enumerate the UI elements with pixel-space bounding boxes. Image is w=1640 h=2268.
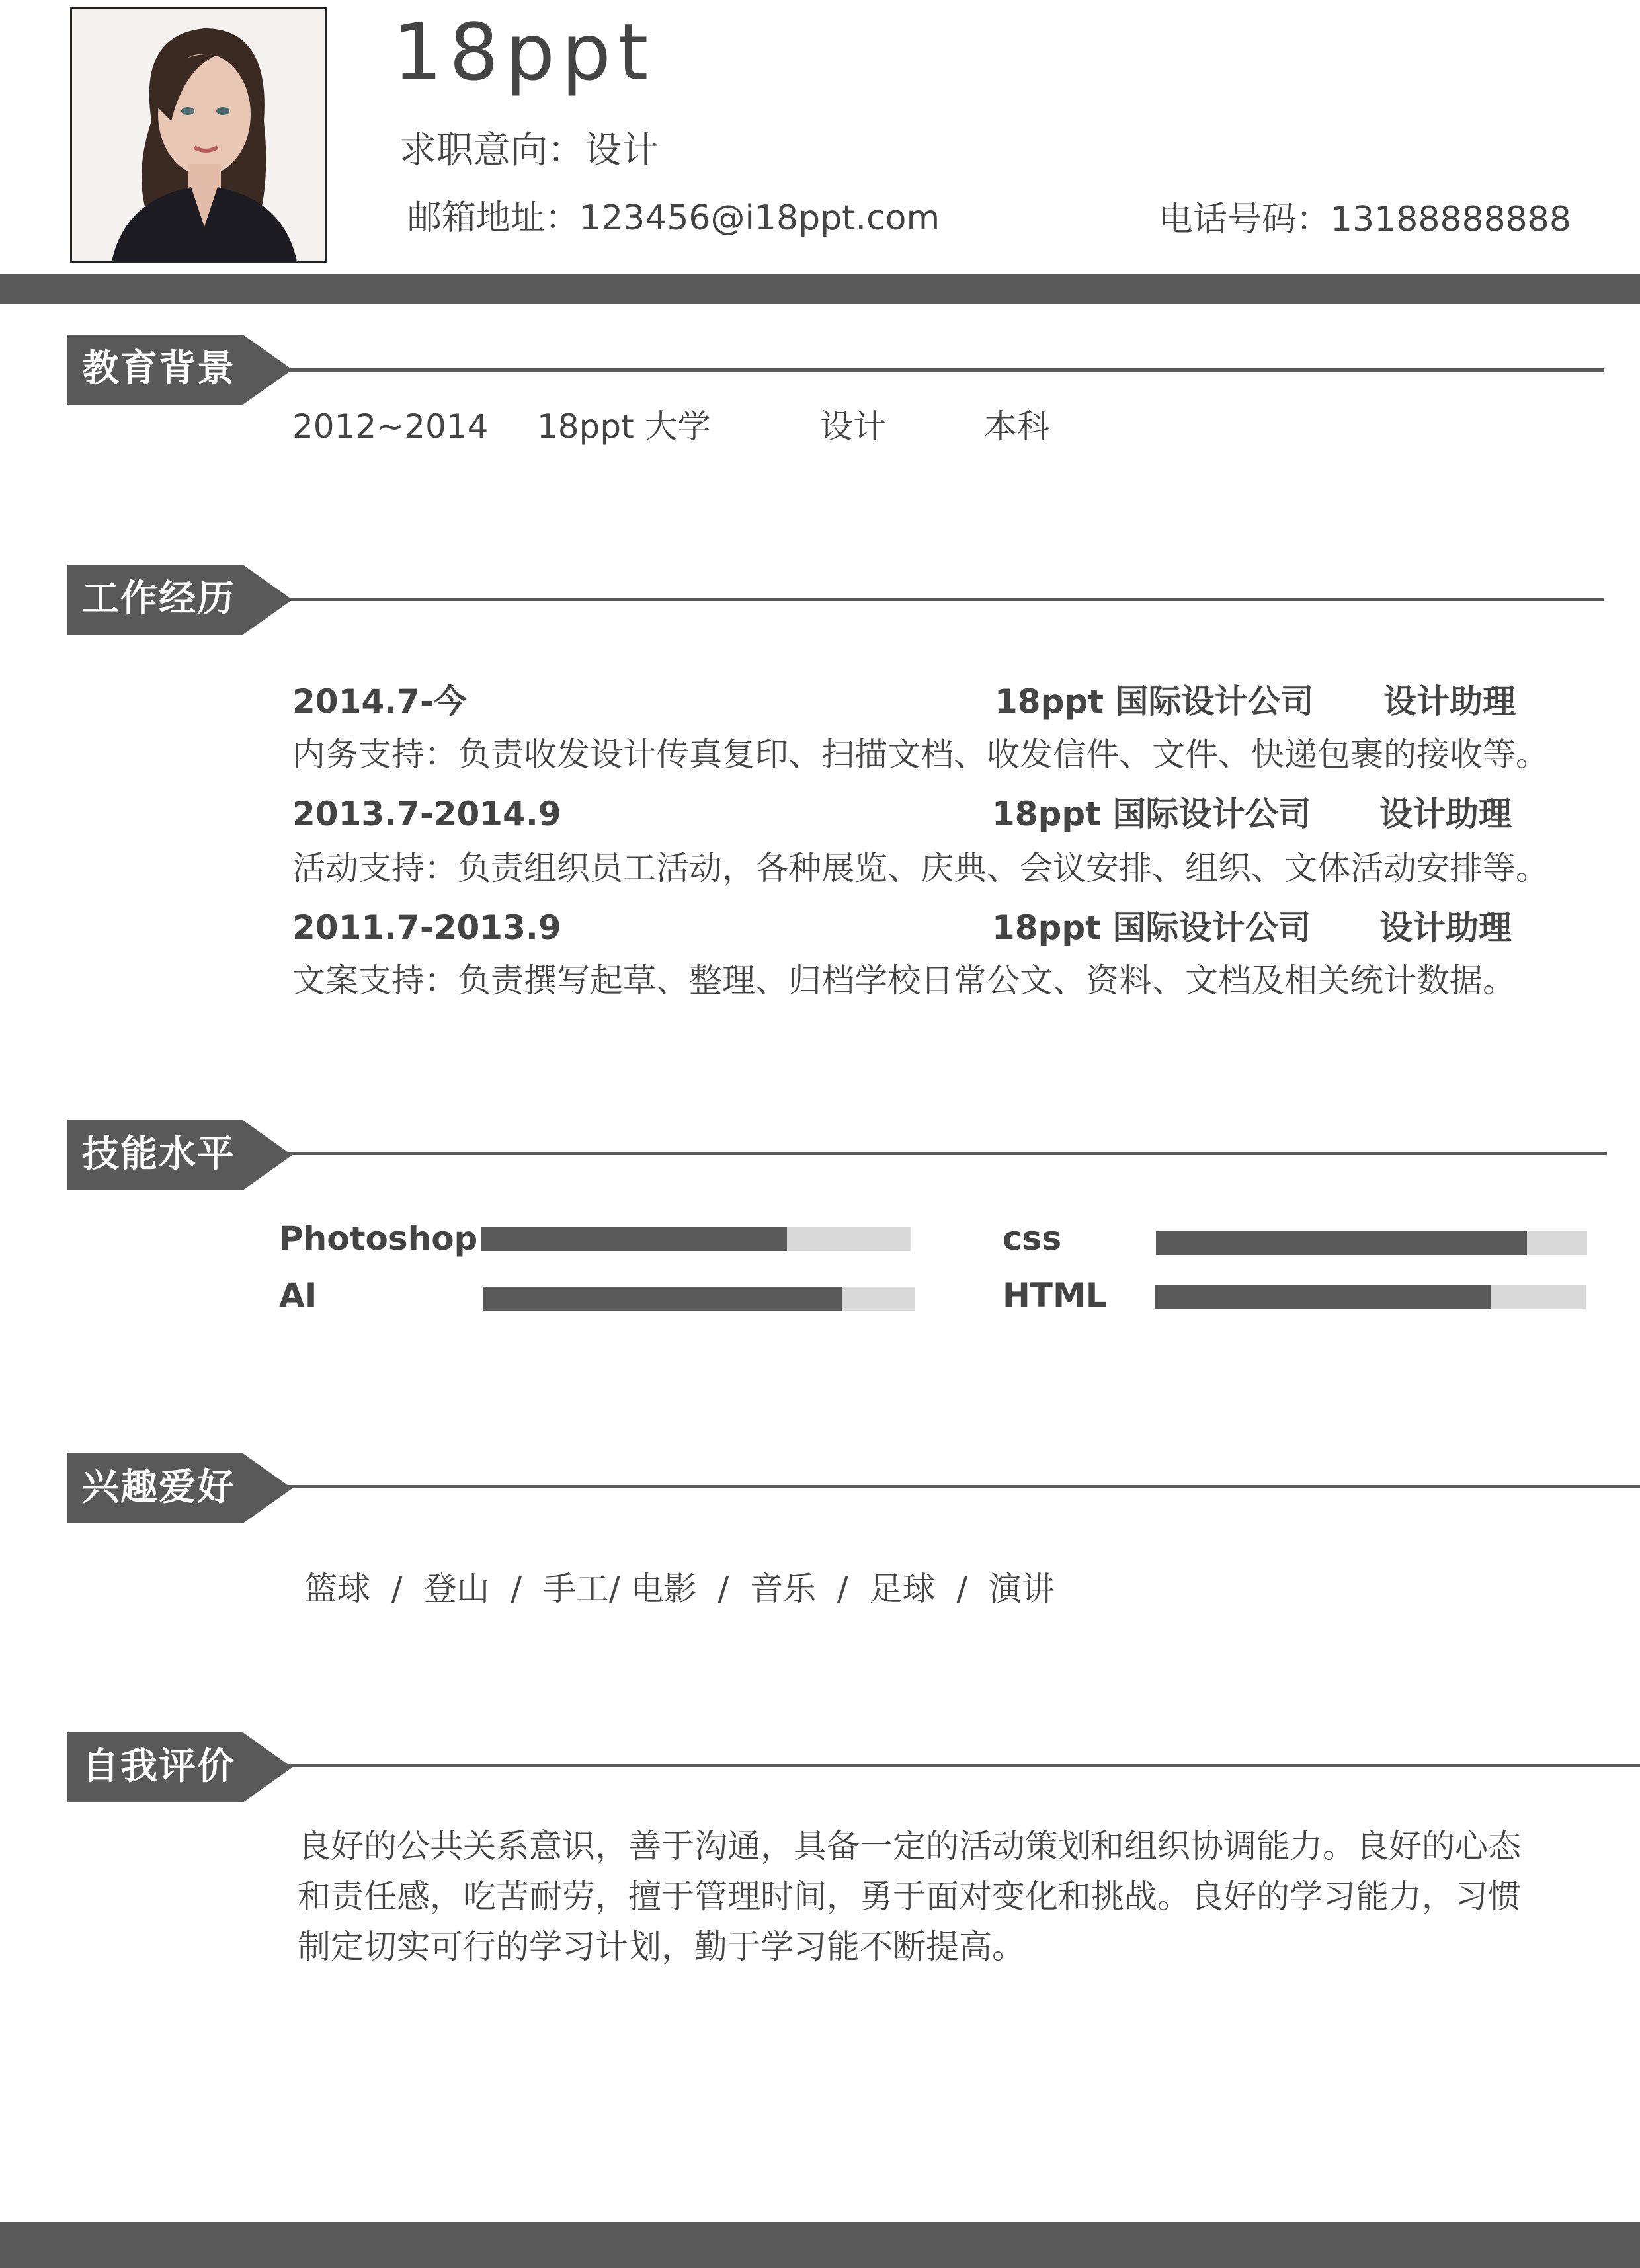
hobby-separator: / <box>946 1570 979 1608</box>
skill-name: Photoshop <box>279 1219 478 1258</box>
hobby-separator: / <box>500 1570 532 1608</box>
education-years: 2012~2014 <box>292 407 489 446</box>
hobby-separator: / <box>707 1570 740 1608</box>
profile-photo <box>70 7 327 263</box>
work-period: 2013.7-2014.9 <box>292 795 561 833</box>
candidate-name: 18ppt <box>393 7 655 98</box>
portrait-icon <box>72 9 325 261</box>
work-description: 活动支持：负责组织员工活动，各种展览、庆典、会议安排、组织、文体活动安排等。 <box>292 849 1549 887</box>
skill-name: css <box>1003 1219 1062 1258</box>
hobby-separator: / <box>380 1570 413 1608</box>
skill-bar-fill <box>1156 1231 1527 1255</box>
hobby-item: 音乐 <box>750 1570 817 1608</box>
skill-bar <box>483 1287 915 1311</box>
hobby-item: 篮球 <box>304 1570 370 1608</box>
hobby-item: 电影 <box>630 1570 697 1608</box>
work-period: 2011.7-2013.9 <box>292 909 561 947</box>
work-company: 18ppt 国际设计公司 <box>992 909 1311 947</box>
skill-bar-fill <box>483 1287 842 1311</box>
self-evaluation-line: 良好的公共关系意识，善于沟通，具备一定的活动策划和组织协调能力。良好的心态 <box>298 1827 1521 1865</box>
footer-bar <box>0 2222 1640 2268</box>
work-title: 设计助理 <box>1383 682 1516 721</box>
email-address: 邮箱地址：123456@i18ppt.com <box>407 198 940 238</box>
section-title-hobbies: 兴趣爱好 <box>82 1466 235 1509</box>
skill-name: HTML <box>1003 1276 1107 1315</box>
work-company: 18ppt 国际设计公司 <box>995 682 1314 721</box>
skill-bar <box>1155 1285 1586 1309</box>
hobby-item: 演讲 <box>989 1570 1055 1608</box>
section-title-work: 工作经历 <box>82 577 235 620</box>
work-company: 18ppt 国际设计公司 <box>992 795 1311 833</box>
job-intent: 求职意向：设计 <box>399 129 659 172</box>
hobby-list <box>304 1570 1055 1608</box>
section-line-work <box>284 598 1604 601</box>
work-title: 设计助理 <box>1379 909 1512 947</box>
skill-name: AI <box>279 1276 317 1315</box>
section-line-education <box>284 368 1604 372</box>
work-period: 2014.7-今 <box>292 682 467 721</box>
self-evaluation-line: 制定切实可行的学习计划，勤于学习能不断提高。 <box>298 1927 1025 1966</box>
work-description: 内务支持：负责收发设计传真复印、扫描文档、收发信件、文件、快递包裹的接收等。 <box>292 735 1549 774</box>
hobby-item: 登山 <box>423 1570 490 1608</box>
hobby-item: 足球 <box>869 1570 936 1608</box>
section-line-hobbies <box>284 1485 1640 1488</box>
section-title-education: 教育背景 <box>82 347 235 390</box>
education-degree: 本科 <box>984 407 1050 446</box>
section-title-skills: 技能水平 <box>82 1133 235 1176</box>
education-major: 设计 <box>820 407 886 446</box>
section-line-skills <box>284 1152 1607 1155</box>
skill-bar <box>1156 1231 1587 1255</box>
work-description: 文案支持：负责撰写起草、整理、归档学校日常公文、资料、文档及相关统计数据。 <box>292 961 1516 1000</box>
education-school: 18ppt 大学 <box>537 407 711 446</box>
work-title: 设计助理 <box>1379 795 1512 833</box>
skill-bar-fill <box>481 1227 787 1251</box>
hobby-separator: / <box>827 1570 859 1608</box>
skill-bar <box>481 1227 911 1251</box>
phone-number: 电话号码：13188888888 <box>1159 200 1571 239</box>
header-divider-bar <box>0 274 1640 304</box>
skill-bar-fill <box>1155 1285 1491 1309</box>
self-evaluation-text <box>298 1821 1541 1972</box>
self-evaluation-line: 和责任感，吃苦耐劳，擅于管理时间，勇于面对变化和挑战。良好的学习能力，习惯 <box>298 1877 1521 1916</box>
section-title-self-evaluation: 自我评价 <box>82 1745 235 1788</box>
hobby-item: 手工/ <box>542 1570 620 1608</box>
section-line-self-evaluation <box>284 1764 1640 1767</box>
